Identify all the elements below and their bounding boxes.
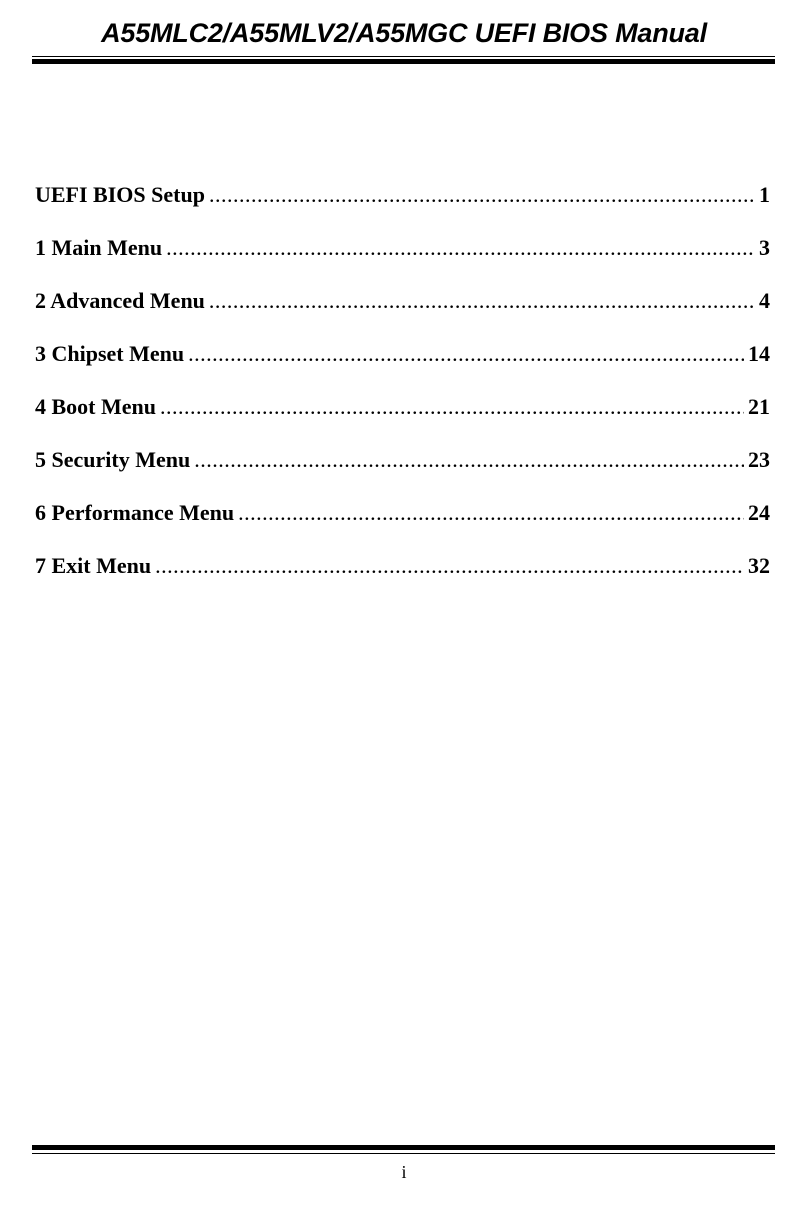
page-number: i — [401, 1162, 407, 1182]
toc-entry-label: 6 Performance Menu — [35, 500, 235, 525]
toc-entry-page: 24 — [748, 500, 770, 525]
toc-entry-label: 3 Chipset Menu — [35, 341, 185, 366]
toc-dot-leader — [209, 288, 755, 314]
toc-entry-page: 3 — [759, 235, 770, 260]
toc-entry-boot-menu[interactable] — [35, 394, 770, 447]
toc-dot-leader — [194, 447, 744, 473]
toc-dot-leader — [188, 341, 744, 367]
toc-dot-leader — [155, 553, 744, 579]
toc-entry-page: 1 — [759, 182, 770, 207]
header-rule-thick — [32, 59, 775, 64]
toc-dot-leader — [160, 394, 744, 420]
toc-entry-page: 14 — [748, 341, 770, 366]
toc-entry-security-menu[interactable] — [35, 447, 770, 500]
footer-rule-thick — [32, 1145, 775, 1150]
toc-dot-leader — [166, 235, 755, 261]
toc-entry-label: 1 Main Menu — [35, 235, 163, 260]
toc-entry-exit-menu[interactable] — [35, 553, 770, 606]
toc-dot-leader — [209, 182, 755, 208]
toc-dot-leader — [238, 500, 744, 526]
toc-entry-label: 2 Advanced Menu — [35, 288, 205, 313]
toc-entry-page: 4 — [759, 288, 770, 313]
toc-entry-page: 21 — [748, 394, 770, 419]
toc-entry-advanced-menu[interactable] — [35, 288, 770, 341]
toc-entry-page: 23 — [748, 447, 770, 472]
table-of-contents — [35, 182, 770, 606]
manual-title: A55MLC2/A55MLV2/A55MGC UEFI BIOS Manual — [101, 18, 707, 48]
header-rule-thin — [32, 56, 775, 57]
toc-entry-performance-menu[interactable] — [35, 500, 770, 553]
toc-entry-chipset-menu[interactable] — [35, 341, 770, 394]
toc-entry-label: 5 Security Menu — [35, 447, 191, 472]
toc-entry-main-menu[interactable] — [35, 235, 770, 288]
toc-entry-uefi-bios-setup[interactable] — [35, 182, 770, 235]
footer-rule-thin — [32, 1153, 775, 1154]
toc-entry-label: 7 Exit Menu — [35, 553, 152, 578]
toc-entry-label: 4 Boot Menu — [35, 394, 156, 419]
toc-entry-page: 32 — [748, 553, 770, 578]
toc-entry-label: UEFI BIOS Setup — [35, 182, 205, 207]
